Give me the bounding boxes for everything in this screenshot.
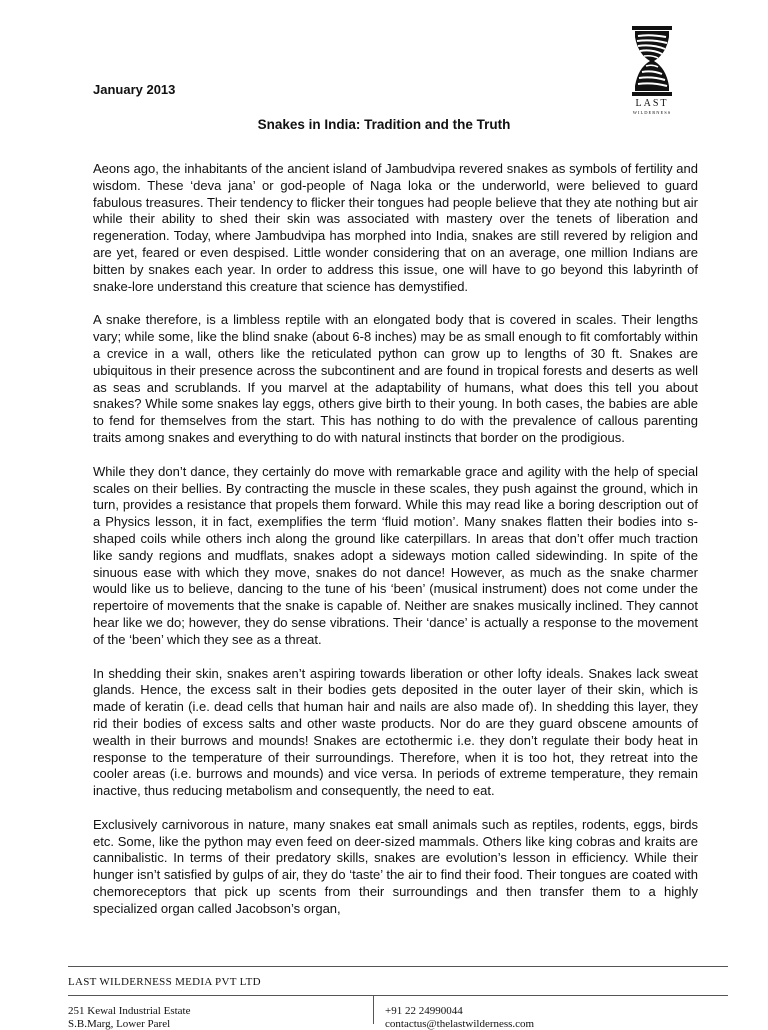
footer-divider (68, 966, 728, 967)
footer-address-line: 251 Kewal Industrial Estate (68, 1005, 191, 1017)
paragraph: A snake therefore, is a limbless reptile with an elongated body that is covered in scales. Their lengths vary; while some, like the blind snake (about 6-8 inches) may be as small enough to fit comfortably within a crevice in a wall, others like the reticulated python can grow up to lengths of 30 ft. Snakes are ubiquitous in their presence across the subcontinent and are found in tropical forests and deserts as well as seas and scrublands. If you marvel at the adaptability of humans, what does this tell you about snakes? While some snakes lay eggs, others give birth to their young. In both cases, the babies are able to fend for themselves from the start. This has nothing to do with the prevalence of callous parenting traits among snakes and everything to do with natural instincts that border on the prodigious. (93, 312, 698, 445)
footer-divider (68, 995, 728, 996)
logo-name: LAST (635, 98, 669, 109)
paragraph: In shedding their skin, snakes aren’t aspiring towards liberation or other lofty ideals. Snakes lack sweat glands. Hence, the excess salt in their bodies gets deposited in the outer layer of their skin, which is made of keratin (i.e. dead cells that human hair and nails are also made of). In shedding this layer, they rid their bodies of excess salts and other waste products. Nor do are they guard obscene amounts of wealth in their burrows and mounds! Snakes are ectothermic i.e. they don’t regulate their body heat in response to the temperature of their surroundings. Therefore, when it is too hot, they retreat into the cooler areas (i.e. burrows and mounds) and vice versa. In periods of extreme temperature, they remain inactive, thus reducing metabolism and consequently, the need to eat. (93, 665, 698, 799)
paragraph: Aeons ago, the inhabitants of the ancient island of Jambudvipa revered snakes as symbols of fertility and wisdom. These ‘deva jana’ or god-people of Naga loka or the underworld, were believed to guard fabulous treasures. Their tendency to flicker their tongues had people believe that they ate nothing but air while their ability to shed their skin was associated with mastery over the tenets of liberation and regeneration. Today, where Jambudvipa has morphed into India, snakes are still revered by religion and are yet, feared or even despised. Little wonder considering that on an average, one million Indians are bitten by snakes each year. In order to address this issue, one will have to go beyond this labyrinth of snake-lore understand this creature that science has demystified. (93, 161, 698, 294)
logo-tagline: WILDERNESS (632, 110, 672, 115)
paragraph: Exclusively carnivorous in nature, many snakes eat small animals such as reptiles, rodents, eggs, birds etc. Some, like the python may even feed on deer-sized mammals. Others like king cobras and kraits are cannibalistic. In terms of their predatory skills, snakes are evolution’s lesson in efficiency. While their hunger isn’t satisfied by gulps of air, they do ‘taste’ the air to find their food. Their tongues are coated with chemoreceptors that pick up scents from their surroundings and then transfer them to a highly specialized organ called Jacobson’s organ, (93, 816, 698, 916)
footer-address-line: S.B.Marg, Lower Parel (68, 1018, 171, 1030)
paragraph: While they don’t dance, they certainly do move with remarkable grace and agility with the help of special scales on their bellies. By contracting the muscle in these scales, they push against the ground, which in turn, provides a resistance that propels them forward. While this may read like a boring description out of a Physics lesson, it in fact, exemplifies the term ‘fluid motion’. Many snakes flatten their bodies into s-shaped coils while others inch along the ground like caterpillars. In areas that don’t offer much traction like sandy regions and mudflats, snakes adopt a sideways motion called sidewinding. In spite of the sinuous ease with which they move, snakes do not dance! However, as much as the snake charmer would like us to believe, dancing to the tune of his ‘been’ (musical instrument) does not come under the repertoire of movements that the snake is capable of. Neither are snakes musically inclined. They cannot hear like we do; however, they do sense vibrations. Their ‘dance’ is actually a response to the movement of the ‘been’ which they see as a threat. (93, 463, 698, 647)
hourglass-zebra-icon (622, 24, 682, 98)
last-wilderness-logo (622, 24, 682, 118)
footer-company-name: LAST WILDERNESS MEDIA PVT LTD (68, 976, 261, 988)
document-date: January 2013 (93, 82, 176, 97)
footer-email: contactus@thelastwilderness.com (385, 1018, 535, 1030)
document-title: Snakes in India: Tradition and the Truth (257, 117, 511, 132)
article-body (93, 161, 698, 935)
footer-phone: +91 22 24990044 (385, 1005, 463, 1017)
footer-column-divider (373, 996, 374, 1024)
